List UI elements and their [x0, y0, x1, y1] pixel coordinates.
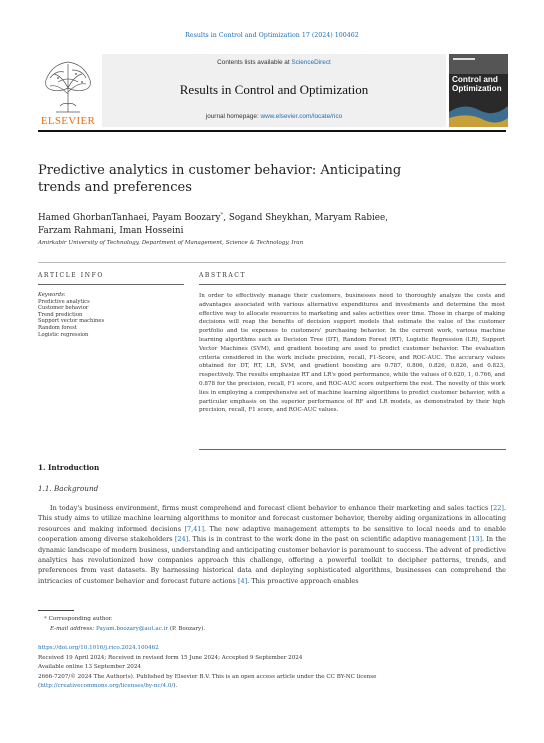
license-text: 2666-7207/© 2024 The Author(s). Published by Elsevier B.V. This is an open access article under the CC BY-NC license	[38, 673, 377, 680]
citation-link[interactable]: [22]	[490, 504, 504, 512]
abstract-heading: ABSTRACT	[199, 272, 247, 279]
keyword-item: Customer behavior	[38, 305, 89, 312]
citation-link[interactable]: [7,41]	[184, 524, 205, 533]
email-label: E-mail address:	[50, 626, 95, 632]
email-link[interactable]: Payam.boozary@aut.ac.ir	[95, 626, 169, 632]
journal-banner	[102, 54, 446, 127]
contents-line	[102, 59, 446, 66]
abstract-rule	[199, 284, 506, 285]
keyword-item: Trend prediction	[38, 311, 83, 318]
corresponding-author-mark[interactable]: *	[220, 212, 224, 218]
elsevier-tree-icon	[38, 54, 98, 114]
homepage-line	[102, 113, 446, 120]
citation-link[interactable]: [24]	[174, 535, 189, 544]
intro-text-2: . This study aims to utilize machine learning algorithms to monitor and forecast customer behavior, thereby aiding organizations in allocating resources and making informed decisions	[38, 504, 506, 533]
footnote-mark: *	[44, 616, 47, 622]
journal-reference[interactable]: Results in Control and Optimization 17 (2024) 100462	[185, 32, 359, 39]
masthead-rule	[38, 130, 506, 132]
abstract-bottom-rule	[199, 449, 506, 450]
intro-text-5: . In the dynamic landscape of modern business, understanding and anticipating customer behavior is paramount to success. The advent of predictive analytics has revolutionized how companies approach this challenge, offering a powerful toolkit to decipher patterns, trends, and preferences from vast datasets. By harnessing historical data and deploying sophisticated algorithms, businesses can comprehend the intricacies of customer behavior and forecast future actions	[38, 535, 506, 585]
info-top-rule	[38, 262, 506, 263]
author-list	[38, 209, 468, 238]
journal-title: Results in Control and Optimization	[179, 82, 369, 97]
intro-text-4: . This is in contrast to the work done in the past on scientific adaptive management	[188, 535, 467, 544]
section-heading-introduction: 1. Introduction	[38, 463, 100, 472]
intro-text-1: In today's business environment, firms must comprehend and forecast client behavior to enhance their marketing and sales tactics	[50, 504, 489, 512]
citation-link[interactable]: [4]	[237, 576, 248, 585]
license-close: ).	[173, 683, 178, 690]
journal-masthead	[38, 54, 508, 127]
received-dates: Received 19 April 2024; Received in revised form 15 June 2024; Accepted 9 September 2024	[38, 654, 303, 661]
keyword-item: Support vector machines	[38, 318, 105, 325]
journal-homepage-link[interactable]: www.elsevier.com/locate/rico	[260, 113, 343, 120]
elsevier-logo[interactable]	[38, 54, 98, 127]
homepage-prefix: journal homepage:	[205, 113, 259, 120]
affiliation: Amirkabir University of Technology, Department of Management, Science & Technology, Iran	[38, 240, 304, 246]
article-info-rule	[38, 284, 184, 285]
email-suffix: (P. Boozary).	[169, 626, 206, 632]
email-line	[44, 624, 344, 634]
keywords-heading: Keywords:	[38, 292, 66, 298]
elsevier-wordmark: ELSEVIER	[40, 115, 96, 127]
citation-link[interactable]: [13]	[468, 535, 483, 544]
license-link[interactable]: http://creativecommons.org/licenses/by-nc/4.0/	[40, 683, 174, 690]
doi-link[interactable]: https://doi.org/10.1016/j.rico.2024.100462	[38, 645, 159, 651]
cover-title: Control and Optimization	[452, 75, 502, 93]
license-statement	[38, 673, 506, 692]
keyword-item: Predictive analytics	[38, 298, 90, 305]
footnote	[44, 614, 344, 634]
article-metadata-footer	[38, 644, 506, 692]
corresponding-author-note	[44, 614, 344, 624]
keyword-item: Logistic regression	[38, 331, 89, 338]
keywords-block	[38, 292, 168, 338]
sciencedirect-link[interactable]: ScienceDirect	[291, 59, 331, 66]
available-online: Available online 13 September 2024	[38, 664, 141, 671]
intro-text-3: . The new adaptive management attempts to be sensitive to local needs and to enable cooperation among diverse stakeholders	[38, 524, 506, 544]
keyword-item: Random forest	[38, 324, 77, 331]
article-title: Predictive analytics in customer behavior: Anticipating trends and preferences	[38, 163, 402, 195]
intro-text-6: . This proactive approach enables	[247, 576, 359, 585]
authors-line-2: Farzam Rahmani, Iman Hosseini	[38, 225, 184, 236]
contents-prefix: Contents lists available at	[217, 59, 290, 66]
footnote-rule	[38, 610, 74, 611]
article-info-heading: ARTICLE INFO	[38, 272, 104, 279]
authors-line-1-rest: , Sogand Sheykhan, Maryam Rabiee,	[223, 212, 389, 223]
corresponding-author-label: Corresponding author.	[48, 616, 113, 622]
subsection-heading-background: 1.1. Background	[38, 484, 99, 493]
authors-line-1: Hamed GhorbanTanhaei, Payam Boozary	[38, 212, 221, 223]
journal-cover-thumbnail[interactable]	[449, 54, 508, 127]
abstract-text: In order to effectively manage their customers, businesses need to thoroughly analyze the costs and advantages associated with various alternative expenditures and investments and determine the most effective way to allocate resources to marketing and sales activities over time. Those in charge of making decisions will reap the benefits of decision support models that estimate the value of the customer portfolio and tie expenses to customers' purchasing behavior. In the current work, various machine learning algorithms such as Decision Tree (DT), Random Forest (RT), Logistic Regression (LR), Support Vector Machines (SVM), and gradient boosting are used to predict customer behavior. The evaluation criteria considered in the work include precision, recall, F1-Score, and ROC-AUC. The accuracy values obtained for DT, RT, LR, SVM, and gradient boosting are 0.787, 0.806, 0.826, 0.826, and 0.823, respectively. The results emphasize RT and LR's good performance, while the values of 0.620, 1, 0.766, and 0.878 for the precision, recall, F1 score, and ROC-AUC score outperform the rest. The novelty of this work lies in employing a comprehensive set of machine learning algorithms to predict customer behavior, with a particular emphasis on the superior performance of RF and LR models, as demonstrated by their high precision, recall, F1 score, and ROC-AUC values.	[199, 293, 505, 414]
introduction-paragraph	[38, 503, 506, 586]
license-open: (	[38, 683, 41, 690]
